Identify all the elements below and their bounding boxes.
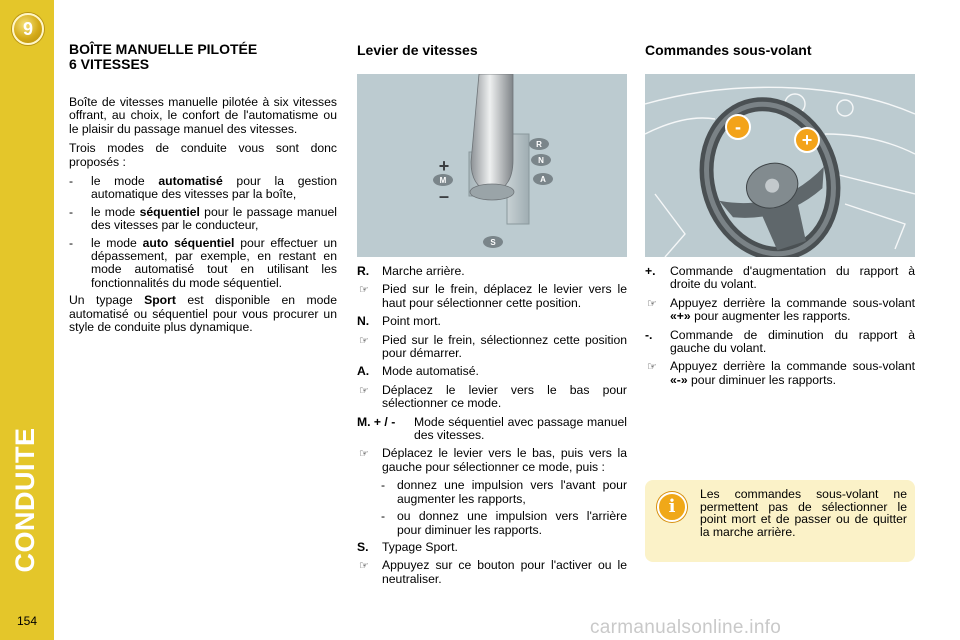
- gear-plus-sign: +: [438, 156, 450, 176]
- definition-text: Appuyez sur ce bouton pour l'activer ou le neutraliser.: [382, 558, 627, 586]
- mode-list-item: [69, 206, 337, 233]
- sport-bold: Sport: [144, 293, 176, 308]
- sub-step: [357, 510, 627, 537]
- chapter-sidebar: [0, 0, 54, 640]
- definition-text: Déplacez le levier vers le bas pour sélectionner ce mode.: [382, 382, 627, 411]
- gear-minus-sign: –: [438, 186, 450, 206]
- gear-lever-illustration: [357, 74, 627, 257]
- mode-post: pour effectuer un dépassement, par exemple, en restant en mode automatisé tout en utilisant les fonctionnalités du mode séquentiel.: [91, 235, 338, 290]
- paddle-plus-label: +: [801, 130, 813, 150]
- mode-pre: le mode: [91, 204, 140, 219]
- definition-text: Pied sur le frein, déplacez le levier vers le haut pour sélectionner cette position.: [382, 282, 627, 310]
- definition-key: -.: [645, 327, 653, 342]
- lever-definitions: [357, 265, 627, 474]
- instruction-item: [645, 297, 915, 324]
- instruction-item: [357, 384, 627, 411]
- mode-pre: le mode: [91, 174, 159, 189]
- sport-pre: Un typage: [69, 293, 145, 308]
- sport-paragraph: [69, 294, 337, 334]
- paddle-column: [645, 42, 915, 392]
- hand-pointer-icon: ☞: [359, 384, 369, 397]
- definition-text: Commande de diminution du rapport à gauche du volant.: [670, 327, 915, 356]
- section-label: CONDUITE: [10, 427, 40, 573]
- definition-text: Appuyez derrière la commande sous-volant: [670, 295, 915, 310]
- definition-text: Commande d'augmentation du rapport à droite du volant.: [670, 264, 915, 292]
- title-line-1: BOÎTE MANUELLE PILOTÉE: [69, 41, 258, 57]
- lever-definitions-2: [357, 541, 627, 586]
- paddle-minus-label: -: [735, 117, 741, 137]
- modes-intro: Trois modes de conduite vous sont donc proposés :: [69, 141, 337, 169]
- definition-key: M. + / -: [357, 414, 396, 429]
- instruction-item: [357, 283, 627, 310]
- definition-item: [645, 265, 915, 292]
- list-dash: -: [381, 509, 386, 524]
- definition-text: Typage Sport.: [382, 539, 458, 554]
- title-line-2: 6 VITESSES: [69, 56, 150, 72]
- definition-key: +.: [645, 264, 656, 278]
- definition-text-post: pour diminuer les rapports.: [687, 372, 836, 387]
- gear-label-m: M: [439, 176, 447, 185]
- paddle-definitions: [645, 265, 915, 387]
- hand-pointer-icon: ☞: [359, 448, 369, 461]
- sub-step-text: ou donnez une impulsion vers l'arrière pour diminuer les rapports.: [397, 509, 627, 537]
- mode-name: auto séquentiel: [142, 235, 235, 250]
- lever-sub-steps: [357, 479, 627, 537]
- hand-pointer-icon: ☞: [359, 560, 369, 573]
- definition-bold: «-»: [670, 372, 688, 387]
- chapter-number: 9: [22, 18, 33, 39]
- gear-lever-title: Levier de vitesses: [357, 42, 478, 58]
- page-number: 154: [16, 614, 38, 628]
- definition-text: Déplacez le levier vers le bas, puis vers la gauche pour sélectionner ce mode, puis :: [382, 446, 627, 474]
- definition-item: [357, 541, 627, 554]
- list-dash: -: [381, 478, 386, 493]
- mode-pre: le mode: [91, 235, 143, 250]
- definition-item: [357, 365, 627, 378]
- chapter-badge: [12, 13, 44, 45]
- hand-pointer-icon: ☞: [359, 284, 369, 297]
- mode-name: séquentiel: [139, 204, 200, 219]
- mode-list-item: [69, 237, 337, 291]
- definition-item: [645, 329, 915, 356]
- list-dash: -: [69, 174, 74, 189]
- definition-text: Point mort.: [382, 314, 441, 329]
- intro-paragraph: Boîte de vitesses manuelle pilotée à six vitesses offrant, au choix, le confort de l'automatisme ou le plaisir du passage manuel des vitesses.: [69, 95, 337, 136]
- definition-item: [357, 416, 627, 443]
- info-box: [645, 480, 915, 562]
- steering-wheel-figure: [645, 74, 915, 257]
- watermark: carmanualsonline.info: [590, 617, 782, 638]
- gear-label-r: R: [536, 140, 542, 149]
- mode-name: automatisé: [158, 174, 223, 189]
- sub-step-text: donnez une impulsion vers l'avant pour augmenter les rapports,: [397, 478, 627, 506]
- sub-step: [357, 479, 627, 506]
- definition-text: Mode automatisé.: [382, 364, 479, 379]
- definition-item: [357, 315, 627, 328]
- hand-pointer-icon: ☞: [647, 297, 657, 310]
- definition-key: A.: [357, 364, 370, 379]
- definition-item: [357, 265, 627, 278]
- gear-label-a: A: [540, 175, 546, 184]
- page-title: [69, 42, 337, 72]
- gear-label-s: S: [490, 238, 496, 247]
- info-text: Les commandes sous-volant ne permettent pas de sélectionner le point mort et de passer ou de quitter la marche arrière.: [700, 487, 907, 539]
- definition-key: S.: [357, 539, 369, 554]
- sport-post: est disponible en mode automatisé ou séquentiel pour vous procurer un style de conduite plus dynamique.: [69, 293, 337, 335]
- instruction-item: [357, 559, 627, 586]
- definition-text: Mode séquentiel avec passage manuel des vitesses.: [414, 414, 627, 443]
- definition-key: N.: [357, 314, 370, 329]
- intro-column: [69, 42, 337, 341]
- list-dash: -: [69, 235, 74, 250]
- mode-post: pour le passage manuel des vitesses par le conducteur,: [91, 204, 337, 233]
- hand-pointer-icon: ☞: [647, 361, 657, 374]
- gear-lever-column: [357, 42, 627, 591]
- definition-bold: «+»: [670, 309, 691, 324]
- definition-text: Marche arrière.: [382, 264, 465, 278]
- instruction-item: [357, 447, 627, 474]
- instruction-item: [357, 334, 627, 361]
- gear-lever-figure: [357, 74, 627, 257]
- definition-key: R.: [357, 264, 370, 278]
- hand-pointer-icon: ☞: [359, 334, 369, 347]
- steering-wheel-illustration: [645, 74, 915, 257]
- instruction-item: [645, 360, 915, 387]
- mode-post: pour la gestion automatique des vitesses par la boîte,: [91, 174, 337, 202]
- definition-text: Appuyez derrière la commande sous-volant: [670, 359, 915, 374]
- definition-text: Pied sur le frein, sélectionnez cette position pour démarrer.: [382, 332, 627, 361]
- gear-label-n: N: [538, 156, 544, 165]
- mode-list-item: [69, 175, 337, 202]
- mode-list: [69, 175, 337, 290]
- info-icon: i: [657, 492, 687, 522]
- paddle-title: Commandes sous-volant: [645, 42, 812, 58]
- definition-text-post: pour augmenter les rapports.: [690, 309, 851, 324]
- list-dash: -: [69, 204, 74, 219]
